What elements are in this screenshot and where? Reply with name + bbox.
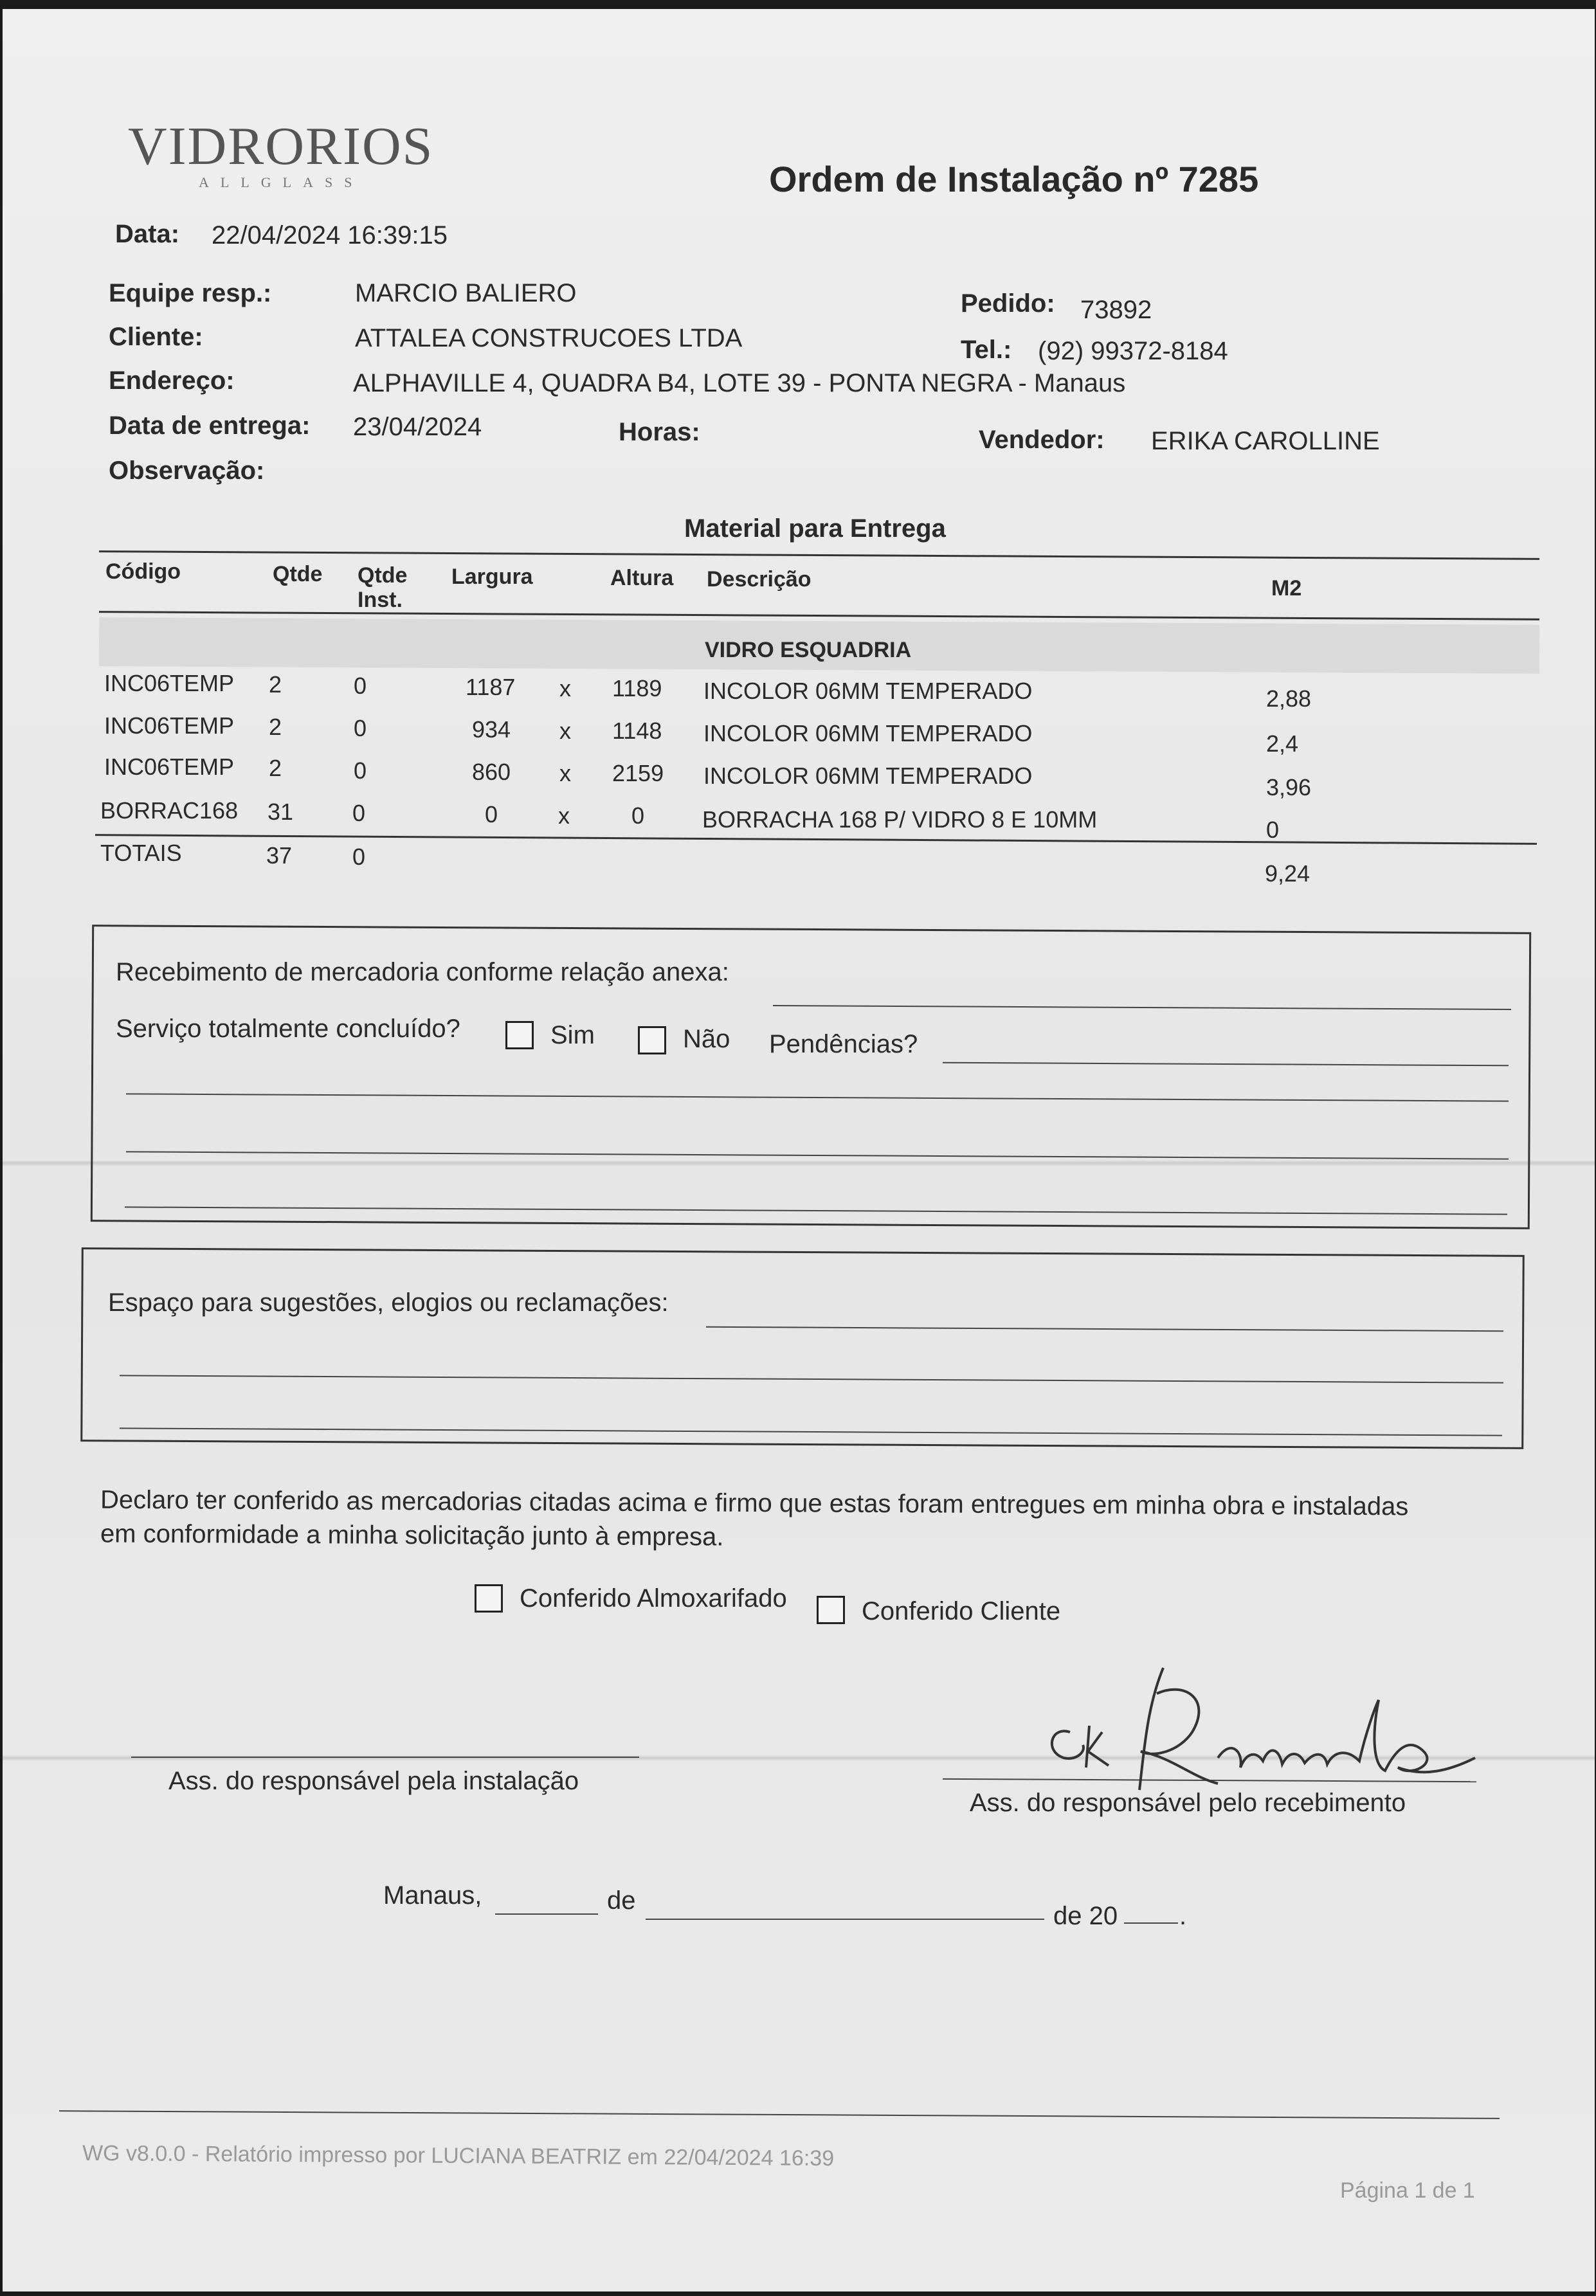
cell-qtde: 2	[269, 671, 282, 698]
cell-m2: 2,88	[1266, 685, 1312, 712]
date-label: Data:	[115, 220, 180, 248]
cell-descricao: INCOLOR 06MM TEMPERADO	[703, 720, 1033, 746]
endereco-value: ALPHAVILLE 4, QUADRA B4, LOTE 39 - PONTA NEGRA - Manaus	[353, 369, 1126, 397]
date-end: .	[1179, 1902, 1187, 1930]
totals-inst: 0	[352, 844, 366, 870]
declaration-line-1: Declaro ter conferido as mercadorias citadas acima e firmo que estas foram entregues em minha obra e instaladas	[100, 1485, 1409, 1521]
cell-codigo: INC06TEMP	[104, 712, 235, 739]
table-top-rule	[99, 550, 1539, 560]
cell-x: x	[559, 718, 571, 744]
date-de-1: de	[607, 1886, 636, 1915]
receive-signature-label: Ass. do responsável pelo recebimento	[970, 1789, 1406, 1817]
document-page	[3, 9, 1595, 2291]
install-signature-line[interactable]	[131, 1757, 639, 1758]
header-qtde-inst-2: Inst.	[358, 588, 403, 612]
horas-label: Horas:	[619, 418, 700, 446]
day-line[interactable]	[495, 1913, 598, 1915]
recebimento-label: Recebimento de mercadoria conforme relação anexa:	[116, 958, 729, 986]
cell-x: x	[559, 760, 571, 786]
vendedor-label: Vendedor:	[979, 426, 1105, 454]
header-descricao: Descrição	[707, 567, 812, 592]
footer-rule	[59, 2110, 1500, 2119]
totals-qtde: 37	[266, 842, 293, 869]
cell-m2: 3,96	[1266, 774, 1312, 800]
cell-x: x	[558, 802, 570, 829]
header-largura: Largura	[451, 565, 533, 589]
observacao-label: Observação:	[109, 456, 265, 485]
conferido-almoxarifado-checkbox[interactable]	[475, 1584, 503, 1613]
footer-printed-by: WG v8.0.0 - Relatório impresso por LUCIANA BEATRIZ em 22/04/2024 16:39	[82, 2140, 835, 2171]
cell-largura: 934	[472, 716, 511, 743]
year-line[interactable]	[1124, 1922, 1178, 1924]
nao-label: Não	[683, 1025, 730, 1053]
totals-m2: 9,24	[1265, 860, 1310, 887]
cell-qtde: 2	[269, 755, 282, 781]
cell-largura: 860	[472, 759, 511, 785]
header-altura: Altura	[610, 566, 674, 590]
pedido-value: 73892	[1080, 296, 1152, 324]
cell-descricao: BORRACHA 168 P/ VIDRO 8 E 10MM	[702, 806, 1098, 833]
cell-qtde: 2	[269, 714, 282, 740]
cell-inst: 0	[354, 715, 367, 741]
sim-checkbox[interactable]	[505, 1021, 534, 1049]
cliente-value: ATTALEA CONSTRUCOES LTDA	[355, 324, 743, 352]
table-totals-rule	[95, 834, 1537, 845]
cell-inst: 0	[352, 800, 366, 826]
logo-wordmark: VIDRORIOS	[128, 116, 434, 176]
equipe-label: Equipe resp.:	[109, 279, 272, 307]
date-de-2: de 20	[1053, 1902, 1118, 1930]
cell-largura: 0	[485, 801, 498, 827]
cell-inst: 0	[354, 757, 367, 784]
totals-label: TOTAIS	[100, 840, 182, 866]
cell-altura: 0	[631, 802, 645, 829]
cell-m2: 2,4	[1266, 730, 1299, 757]
cell-altura: 1189	[612, 675, 662, 701]
header-m2: M2	[1271, 576, 1302, 601]
cell-codigo: INC06TEMP	[104, 670, 235, 696]
cell-largura: 1187	[466, 674, 516, 700]
cell-codigo: BORRAC168	[100, 797, 239, 824]
suggestions-box	[80, 1247, 1525, 1449]
city-label: Manaus,	[383, 1881, 482, 1910]
cell-descricao: INCOLOR 06MM TEMPERADO	[703, 763, 1033, 789]
footer-page-number: Página 1 de 1	[1340, 2178, 1475, 2203]
cell-altura: 1148	[612, 718, 662, 744]
conferido-cliente-label: Conferido Cliente	[862, 1597, 1061, 1625]
tel-label: Tel.:	[961, 336, 1012, 364]
cell-inst: 0	[354, 673, 367, 699]
entrega-label: Data de entrega:	[109, 411, 311, 440]
vendedor-value: ERIKA CAROLLINE	[1151, 427, 1380, 455]
suggestions-label: Espaço para sugestões, elogios ou reclamações:	[108, 1288, 669, 1317]
date-value: 22/04/2024 16:39:15	[212, 221, 448, 249]
company-logo	[128, 115, 434, 192]
header-codigo: Código	[105, 559, 181, 584]
endereco-label: Endereço:	[109, 366, 235, 395]
group-title: VIDRO ESQUADRIA	[705, 638, 912, 662]
equipe-value: MARCIO BALIERO	[355, 279, 577, 307]
install-signature-label: Ass. do responsável pela instalação	[168, 1767, 579, 1795]
pedido-label: Pedido:	[961, 289, 1055, 318]
header-qtde: Qtde	[273, 562, 323, 586]
conferido-cliente-checkbox[interactable]	[817, 1596, 845, 1624]
handwritten-signature	[1025, 1655, 1488, 1803]
entrega-value: 23/04/2024	[353, 413, 482, 441]
cell-altura: 2159	[612, 760, 664, 786]
month-line[interactable]	[646, 1919, 1044, 1920]
cell-codigo: INC06TEMP	[104, 754, 235, 780]
page-title: Ordem de Instalação nº 7285	[769, 159, 1259, 199]
declaration-line-2: em conformidade a minha solicitação junto à empresa.	[100, 1519, 724, 1551]
cell-descricao: INCOLOR 06MM TEMPERADO	[703, 678, 1033, 704]
nao-checkbox[interactable]	[638, 1026, 666, 1054]
cliente-label: Cliente:	[109, 323, 203, 351]
sim-label: Sim	[550, 1021, 595, 1049]
cell-x: x	[559, 675, 571, 701]
servico-label: Serviço totalmente concluído?	[116, 1015, 460, 1043]
header-qtde-inst: Qtde	[358, 563, 408, 588]
logo-subtitle: ALLGLASS	[199, 174, 364, 190]
pendencias-label: Pendências?	[769, 1030, 918, 1058]
cell-m2: 0	[1266, 817, 1280, 843]
conferido-almoxarifado-label: Conferido Almoxarifado	[520, 1584, 787, 1613]
tel-value: (92) 99372-8184	[1038, 337, 1228, 365]
table-section-title: Material para Entrega	[684, 514, 946, 543]
cell-qtde: 31	[268, 799, 294, 825]
